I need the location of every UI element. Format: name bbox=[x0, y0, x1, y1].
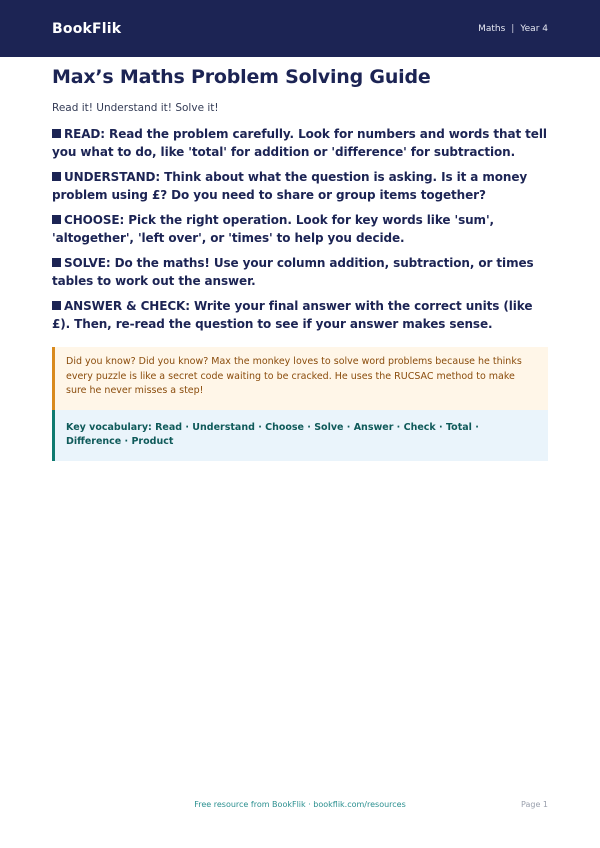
step-text: READ: Read the problem carefully. Look for numbers and words that tell you what to do, like 'total' for addition or 'difference' for subtraction. bbox=[52, 127, 547, 159]
step-understand bbox=[52, 169, 548, 204]
year-label: Year 4 bbox=[520, 23, 548, 34]
did-you-know-callout: Did you know? Did you know? Max the monkey loves to solve word problems because he thinks every puzzle is like a secret code waiting to be cracked. He uses the RUCSAC method to make sure he never misses a step! bbox=[52, 347, 548, 410]
step-answer-check bbox=[52, 298, 548, 333]
square-bullet-icon bbox=[52, 129, 61, 138]
step-solve bbox=[52, 255, 548, 290]
page-footer bbox=[52, 800, 548, 814]
brand-logo-text[interactable]: BookFlik bbox=[52, 20, 122, 37]
page-title: Max’s Maths Problem Solving Guide bbox=[52, 66, 431, 88]
footer-credit-link[interactable]: Free resource from BookFlik · bookflik.com/resources bbox=[194, 800, 406, 809]
page-subtitle: Read it! Understand it! Solve it! bbox=[52, 102, 219, 114]
step-text: ANSWER & CHECK: Write your final answer with the correct units (like £). Then, re-read the question to see if your answer makes sense. bbox=[52, 299, 533, 331]
square-bullet-icon bbox=[52, 258, 61, 267]
subject-label: Maths bbox=[478, 23, 506, 34]
step-text: SOLVE: Do the maths! Use your column addition, subtraction, or times tables to work out the answer. bbox=[52, 256, 534, 288]
page-header bbox=[0, 0, 600, 57]
step-read bbox=[52, 126, 548, 161]
page-number: Page 1 bbox=[521, 800, 548, 809]
square-bullet-icon bbox=[52, 215, 61, 224]
header-meta bbox=[478, 24, 548, 34]
step-text: UNDERSTAND: Think about what the question is asking. Is it a money problem using £? Do you need to share or group items together? bbox=[52, 170, 528, 202]
key-vocabulary-box: Key vocabulary: Read · Understand · Choose · Solve · Answer · Check · Total · Difference · Product bbox=[52, 410, 548, 461]
square-bullet-icon bbox=[52, 301, 61, 310]
steps-list bbox=[52, 126, 548, 333]
step-text: CHOOSE: Pick the right operation. Look for key words like 'sum', 'altogether', 'left over', or 'times' to help you decide. bbox=[52, 213, 494, 245]
meta-separator: | bbox=[511, 23, 515, 34]
square-bullet-icon bbox=[52, 172, 61, 181]
step-choose bbox=[52, 212, 548, 247]
document-body bbox=[52, 66, 548, 461]
